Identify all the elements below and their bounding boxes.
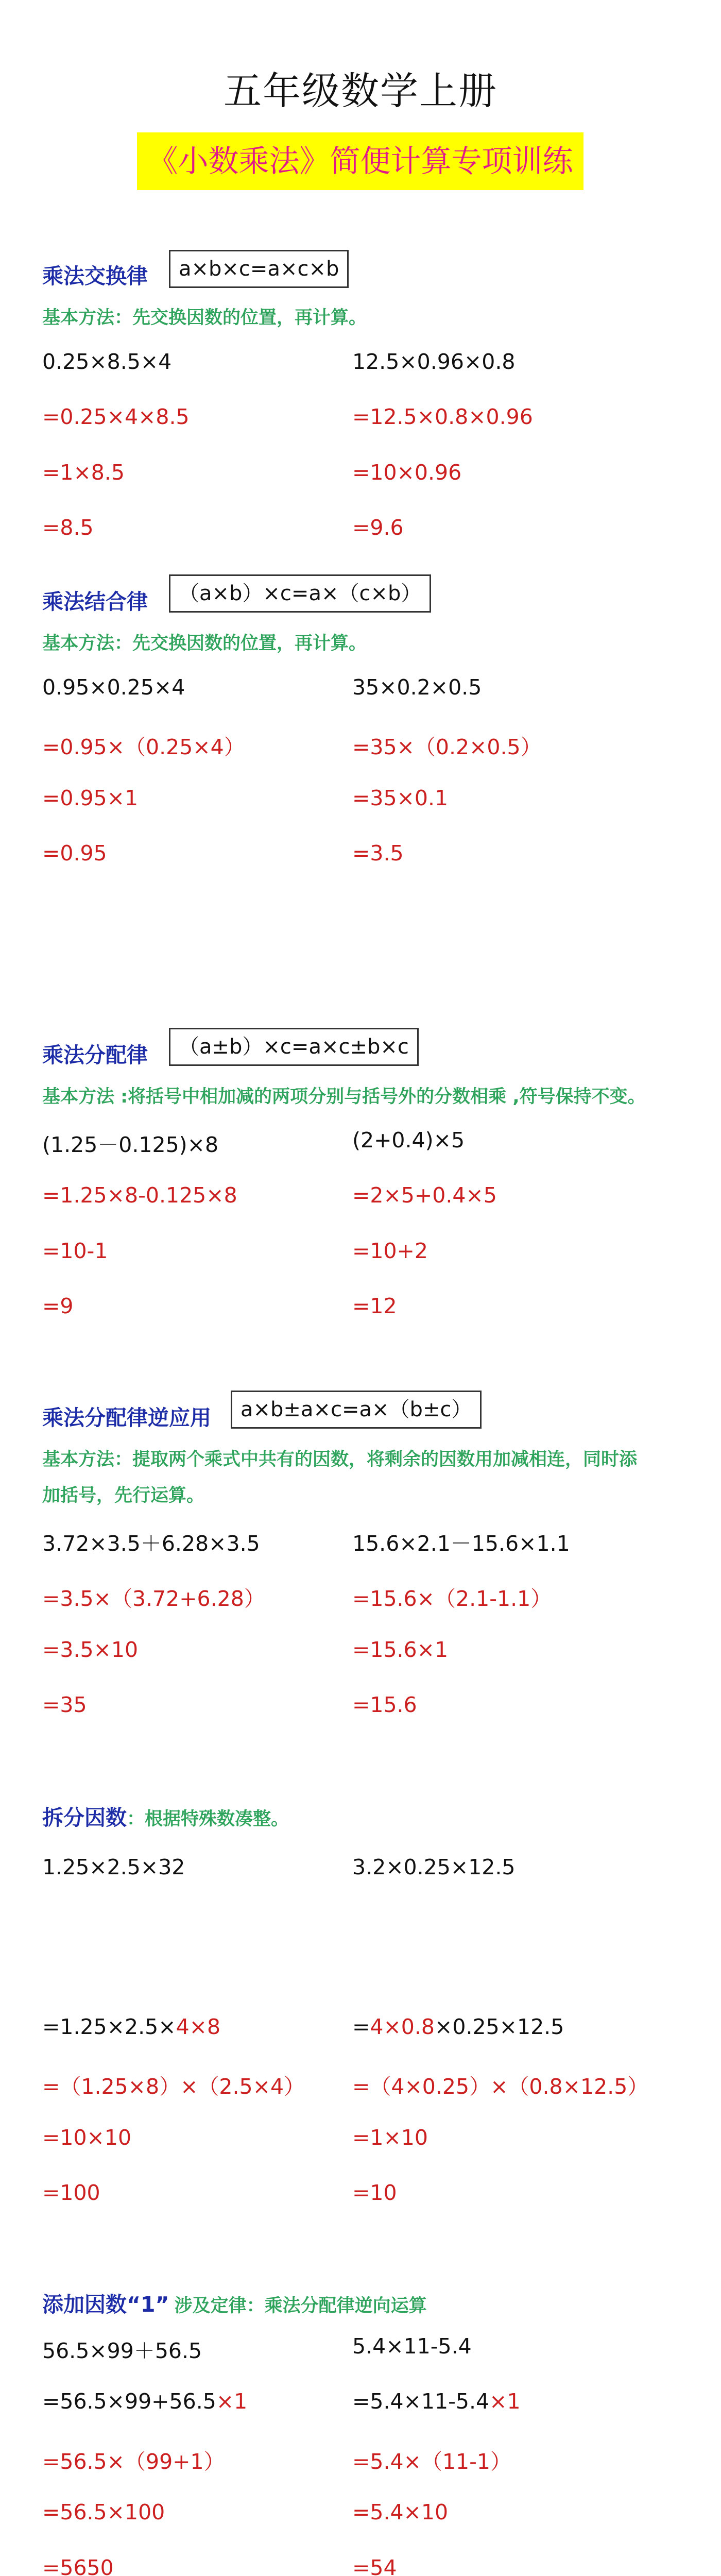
section-description: 涉及定律：乘法分配律逆向运算 [174,2296,427,2316]
step: =0.95×1 [42,786,139,810]
step-highlight: ×1 [216,2389,248,2414]
method-text-line2: 加括号，先行运算。 [42,1485,205,1506]
page-subtitle: 《小数乘法》简便计算专项训练 [137,132,583,190]
answer: =5650 [42,2555,114,2576]
problem: (2+0.4)×5 [352,1128,465,1153]
step: =10+2 [352,1239,428,1263]
section-heading-commutative: 乘法交换律 [42,264,148,289]
section-heading-add-factor-line [42,2287,427,2318]
step: =12.5×0.8×0.96 [352,404,533,429]
step-add-one [352,2389,521,2414]
step: =35×0.1 [352,786,449,810]
step: =56.5×（99+1） [42,2449,225,2474]
problem: 0.95×0.25×4 [42,675,185,700]
step: =1×10 [352,2125,428,2150]
step: =1.25×8-0.125×8 [42,1183,237,1208]
method-text: 基本方法 :将括号中相加减的两项分别与括号外的分数相乘 ,符号保持不变。 [42,1087,646,1107]
step: =2×5+0.4×5 [352,1183,497,1208]
answer: =54 [352,2555,397,2576]
section-heading-reverse-distributive: 乘法分配律逆应用 [42,1405,211,1430]
problem: 12.5×0.96×0.8 [352,349,516,374]
step: =15.6×（2.1-1.1） [352,1586,552,1611]
problem: (1.25－0.125)×8 [42,1132,219,1157]
problem: 35×0.2×0.5 [352,675,482,700]
step-split [352,2014,564,2039]
step: =56.5×100 [42,2500,165,2524]
step-split [42,2014,220,2039]
page-title: 五年级数学上册 [224,69,497,113]
method-text-line1: 基本方法：提取两个乘式中共有的因数，将剩余的因数用加减相连，同时添 [42,1449,638,1470]
rule-box-associative: （a×b）×c=a×（c×b） [169,574,431,613]
answer: =35 [42,1692,87,1717]
problem: 1.25×2.5×32 [42,1855,185,1879]
rule-box-distributive: （a±b）×c=a×c±b×c [169,1028,419,1066]
problem: 0.25×8.5×4 [42,349,172,374]
step: =（4×0.25）×（0.8×12.5） [352,2074,649,2099]
step-split-text: = [352,2014,370,2039]
problem: 56.5×99＋56.5 [42,2338,202,2363]
step: =10×0.96 [352,460,462,485]
rule-box-reverse-distributive: a×b±a×c=a×（b±c） [231,1391,482,1429]
step-split-text: =1.25×2.5× [42,2014,176,2039]
step-text: =56.5×99+56.5 [42,2389,216,2414]
answer: =15.6 [352,1692,417,1717]
section-heading-split-factors-line [42,1801,289,1831]
section-heading-associative: 乘法结合律 [42,589,148,614]
method-text: 基本方法：先交换因数的位置，再计算。 [42,633,367,654]
step-split-highlight: 4×8 [176,2014,221,2039]
section-description: ：根据特殊数凑整。 [127,1809,289,1829]
problem: 3.2×0.25×12.5 [352,1855,516,1879]
step: =35×（0.2×0.5） [352,735,542,759]
section-heading-distributive: 乘法分配律 [42,1043,148,1067]
problem: 3.72×3.5＋6.28×3.5 [42,1531,260,1556]
step: =10×10 [42,2125,132,2150]
answer: =100 [42,2180,100,2205]
step: =5.4×（11-1） [352,2449,511,2474]
step-split-text: ×0.25×12.5 [435,2014,564,2039]
answer: =8.5 [42,515,94,540]
step: =5.4×10 [352,2500,449,2524]
step-text: =5.4×11-5.4 [352,2389,490,2414]
step: =（1.25×8）×（2.5×4） [42,2074,305,2099]
problem: 5.4×11-5.4 [352,2334,472,2359]
answer: =9 [42,1294,74,1318]
section-heading-add-factor: 添加因数“1” [42,2292,169,2317]
step: =15.6×1 [352,1637,449,1662]
rule-box-commutative: a×b×c=a×c×b [169,250,349,288]
step-highlight: ×1 [489,2389,521,2414]
step: =0.25×4×8.5 [42,404,190,429]
step-add-one [42,2389,247,2414]
step: =3.5×（3.72+6.28） [42,1586,265,1611]
step-split-highlight: 4×0.8 [370,2014,435,2039]
step: =0.95×（0.25×4） [42,735,245,759]
answer: =9.6 [352,515,404,540]
answer: =3.5 [352,841,404,866]
answer: =12 [352,1294,397,1318]
answer: =10 [352,2180,397,2205]
step: =3.5×10 [42,1637,139,1662]
section-heading-split-factors: 拆分因数 [42,1805,127,1830]
answer: =0.95 [42,841,107,866]
step: =10-1 [42,1239,108,1263]
step: =1×8.5 [42,460,125,485]
method-text: 基本方法：先交换因数的位置，再计算。 [42,308,367,328]
problem: 15.6×2.1－15.6×1.1 [352,1531,570,1556]
